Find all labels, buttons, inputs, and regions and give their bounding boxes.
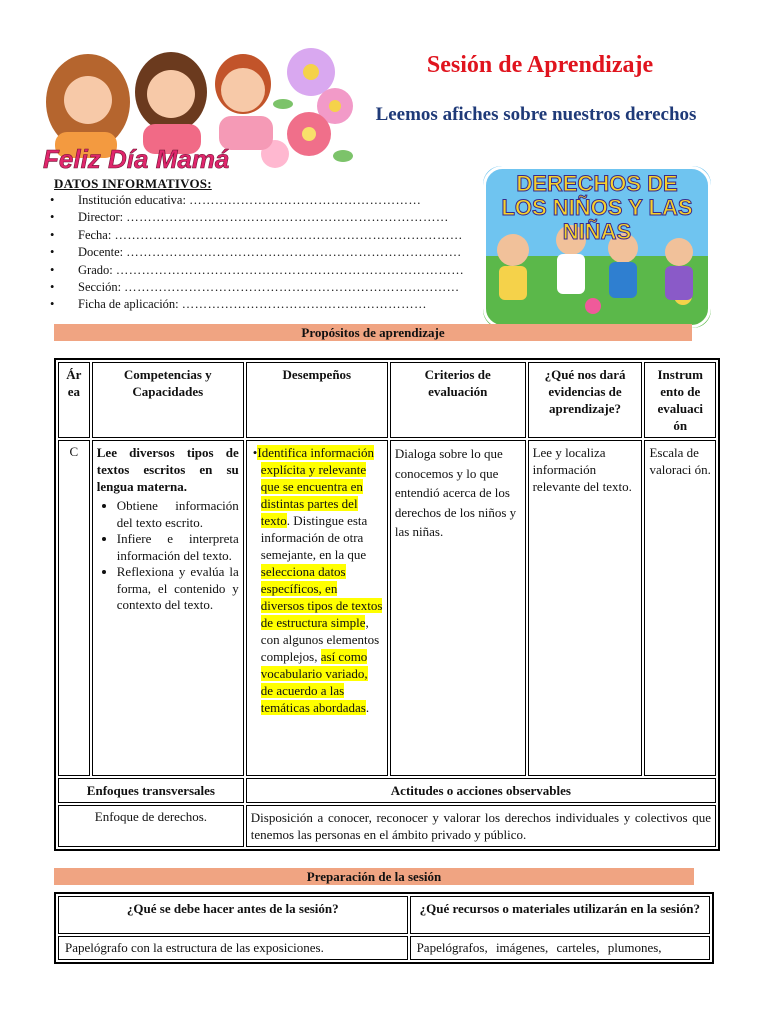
cell-enfoque: Enfoque de derechos. <box>58 805 244 847</box>
datos-item: • Ficha de aplicación: ………………………………………………… <box>54 296 464 313</box>
cell-actitud: Disposición a conocer, reconocer y valorar los derechos individuales y colectivos que tenemos las personas en el ámbito privado y público. <box>246 805 716 847</box>
cell-competencias <box>92 440 244 776</box>
datos-item: • Sección: …………………………………………………………………… <box>54 279 464 296</box>
header-area: Ár ea <box>58 362 90 438</box>
propositos-bar: Propósitos de aprendizaje <box>54 324 692 341</box>
propositos-table <box>54 358 720 851</box>
page-title: Sesión de Aprendizaje <box>426 52 654 78</box>
datos-item: • Director: ………………………………………………………………… <box>54 209 464 226</box>
page-subtitle: Leemos afiches sobre nuestros derechos <box>375 104 697 125</box>
desempeno-text: •Identifica información explícita y relevante que se encuentra en distintas partes del texto. Distingue esta información de otra semejante, en la que selecciona datos específicos, en diversos tipos de textos de estructura simple, con algunos elementos complejos, así como vocabulario variado, de acuerdo a las temáticas abordadas. <box>252 445 383 715</box>
table-header-row <box>58 896 710 934</box>
header-desempenos: Desempeños <box>246 362 388 438</box>
list-item: • Obtiene información del texto escrito. <box>117 498 239 531</box>
header-recursos: ¿Qué recursos o materiales utilizarán en la sesión? <box>410 896 710 934</box>
competencia-title: Lee diversos tipos de textos escritos en su lengua materna. <box>96 445 239 494</box>
cell-recursos: Papelógrafos, imágenes, carteles, plumones, <box>410 936 710 960</box>
preparacion-bar: Preparación de la sesión <box>54 868 694 885</box>
cell-desempenos <box>246 440 388 776</box>
cell-area: C <box>58 440 90 776</box>
childrens-rights-poster <box>483 166 711 328</box>
poster-title: DERECHOS DE LOS NIÑOS Y LAS NIÑAS <box>501 171 693 244</box>
datos-item: • Fecha: ……………………………………………………………………… <box>54 227 464 244</box>
list-item: • Reflexiona y evalúa la forma, el contenido y contexto del texto. <box>117 564 239 614</box>
header-competencias: Competencias y Capacidades <box>92 362 244 438</box>
mothers-day-banner <box>43 44 355 178</box>
table-row <box>58 440 716 776</box>
cell-criterios: Dialoga sobre lo que conocemos y lo que entendió acerca de los derechos de los niños y las niñas. <box>390 440 526 776</box>
banner-caption: Feliz Día Mamá <box>43 144 230 174</box>
datos-item: • Institución educativa: ……………………………………………… <box>54 192 464 209</box>
header-criterios: Criterios de evaluación <box>390 362 526 438</box>
enfoques-header-row <box>58 778 716 803</box>
header-enfoques: Enfoques transversales <box>58 778 244 803</box>
table-header-row <box>58 362 716 438</box>
capacidades-list <box>97 498 239 614</box>
datos-heading: DATOS INFORMATIVOS: <box>54 176 212 191</box>
header-antes: ¿Qué se debe hacer antes de la sesión? <box>58 896 408 934</box>
cell-instrumento: Escala de valoraci ón. <box>644 440 716 776</box>
preparacion-table <box>54 892 714 964</box>
datos-item: • Docente: …………………………………………………………………… <box>54 244 464 261</box>
header-instrumento: Instrum ento de evaluaci ón <box>644 362 716 438</box>
enfoques-row <box>58 805 716 847</box>
cell-evidencias: Lee y localiza información relevante del texto. <box>528 440 643 776</box>
header-evidencias: ¿Qué nos dará evidencias de aprendizaje? <box>528 362 643 438</box>
table-row <box>58 936 710 960</box>
cell-antes: Papelógrafo con la estructura de las exposiciones. <box>58 936 408 960</box>
datos-item: • Grado: ……………………………………………………………………… <box>54 262 464 279</box>
datos-list <box>54 192 464 314</box>
list-item: • Infiere e interpreta información del texto. <box>117 531 239 564</box>
header-actitudes: Actitudes o acciones observables <box>246 778 716 803</box>
